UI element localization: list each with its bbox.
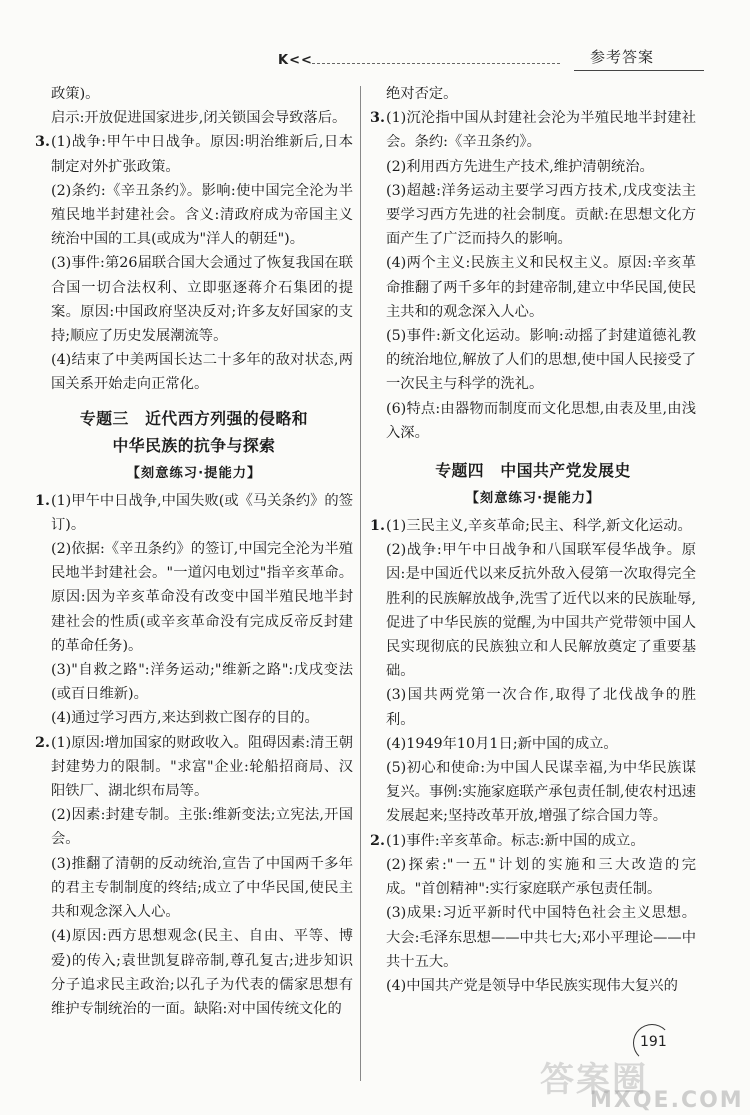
- answer-text: (2)依据:《辛丑条约》的签订,中国完全沦为半殖民地半封建社会。"一道闪电划过"指辛亥革命。原因:因为辛亥革命没有改变中国半殖民地半封建社会的性质(或辛亥革命没有完成反帝反封建的革命任务)。: [51, 541, 353, 654]
- header-arrows: K<<: [278, 53, 313, 68]
- question-number: 1.: [35, 492, 50, 509]
- section3-title: [35, 405, 353, 459]
- answer-text: (3)超越:洋务运动主要学习西方技术,戊戌变法主要学习西方先进的社会制度。贡献:在思想文化方面产生了广泛而持久的影响。: [386, 182, 696, 248]
- answer-item: [370, 251, 696, 324]
- answer-item: [35, 731, 353, 804]
- answer-text: (1)事件:辛亥革命。标志:新中国的成立。: [386, 832, 645, 849]
- answer-text: (1)原因:增加国家的财政收入。阻碍因素:清王朝封建势力的限制。"求富"企业:轮船招商局、汉阳铁厂、湖北织布局等。: [51, 734, 353, 800]
- answer-item: [370, 514, 696, 538]
- watermark-sub: MXQE.COM: [590, 1088, 744, 1113]
- column-divider: [360, 86, 361, 1081]
- answer-text: (1)三民主义,辛亥革命;民主、科学,新文化运动。: [386, 518, 692, 535]
- answer-text: (4)结束了中美两国长达二十多年的敌对状态,两国关系开始走向正常化。: [51, 352, 353, 393]
- answer-text: (4)中国共产党是领导中华民族实现伟大复兴的: [386, 977, 678, 994]
- right-column: [370, 82, 696, 998]
- answer-text: (2)条约:《辛丑条约》。影响:使中国完全沦为半殖民地半封建社会。含义:清政府成为帝国主义统治中国的工具(或成为"洋人的朝廷")。: [51, 182, 353, 248]
- section3-title-line1: 专题三 近代西方列强的侵略和: [79, 408, 309, 428]
- answer-text: (1)战争:甲午中日战争。原因:明治维新后,日本制定对外扩张政策。: [51, 134, 353, 175]
- watermark-logo: [540, 1052, 746, 1112]
- answer-text: (3)"自救之路":洋务运动;"维新之路":戊戌变法(或百日维新)。: [51, 662, 353, 703]
- question-number: 3.: [35, 134, 50, 151]
- answer-text: (1)沉沦指中国从封建社会沦为半殖民地半封建社会。条约:《辛丑条约》。: [386, 110, 696, 151]
- answer-item: [370, 179, 696, 252]
- answer-text: (4)两个主义:民族主义和民权主义。原因:辛亥革命推翻了两千多年的封建帝制,建立中华民国,使民主共和的观念深入人心。: [386, 255, 696, 320]
- answer-item: [35, 82, 353, 106]
- answer-text: (3)成果:习近平新时代中国特色社会主义思想。大会:毛泽东思想——中共七大;邓小平理论——中共十五大。: [386, 905, 696, 970]
- left-column: [35, 82, 353, 1021]
- answer-item: [370, 853, 696, 901]
- answer-item: [35, 658, 353, 706]
- answer-item: [370, 155, 696, 179]
- answer-text: (1)甲午中日战争,中国失败(或《马关条约》的签订)。: [51, 492, 354, 533]
- answer-text: (4)通过学习西方,来达到救亡图存的目的。: [51, 710, 319, 727]
- answer-text: (3)事件:第26届联合国大会通过了恢复我国在联合国一切合法权利、立即驱逐蒋介石集团的提案。原因:中国政府坚决反对;许多友好国家的支持;顺应了历史发展潮流等。: [51, 255, 353, 345]
- answer-item: [35, 489, 353, 537]
- header-dashed-line: [312, 63, 560, 64]
- answer-item: [370, 974, 696, 998]
- answer-text: (2)利用西方先进生产技术,维护清朝统治。: [386, 158, 654, 175]
- answer-text: (2)因素:封建专制。主张:维新变法;立宪法,开国会。: [51, 807, 353, 848]
- answer-text: 政策)。: [51, 86, 100, 102]
- answer-item: [35, 130, 353, 178]
- answer-item: [370, 683, 696, 731]
- section3-title-line2: 中华民族的抗争与探索: [112, 435, 276, 455]
- answer-item: [370, 538, 696, 683]
- answer-item: [35, 803, 353, 851]
- section4-badge: 【刻意练习·提能力】: [465, 491, 601, 507]
- answer-text: (2)战争:甲午中日战争和八国联军侵华战争。原因:是中国近代以来反抗外敌入侵第一次取得完全胜利的民族解放战争,洗雪了近代以来的民族耻辱,促进了中华民族的觉醒,为中国共产党带领中国人民实现彻底的民族独立和人民解放奠定了重要基础。: [386, 542, 696, 680]
- answer-item: [370, 732, 696, 756]
- answer-item: [370, 901, 696, 974]
- answer-item: [35, 924, 353, 1021]
- answer-text: (6)特点:由器物而制度而文化思想,由表及里,由浅入深。: [386, 400, 696, 441]
- answer-item: [35, 251, 353, 348]
- answer-item: [35, 106, 353, 130]
- answer-item: [35, 179, 353, 252]
- answer-text: (5)事件:新文化运动。影响:动摇了封建道德礼教的统治地位,解放了人们的思想,使中国人民接受了一次民主与科学的洗礼。: [386, 328, 696, 393]
- question-number: 1.: [370, 518, 385, 535]
- header-title: 参考答案: [590, 48, 655, 66]
- watermark-main: 答案圈: [540, 1060, 648, 1100]
- answer-item: [35, 537, 353, 658]
- answer-text: 启示:开放促进国家进步,闭关锁国会导致落后。: [51, 110, 347, 127]
- header-rule: [574, 70, 704, 71]
- answer-item: [370, 106, 696, 154]
- answer-item: [370, 82, 696, 106]
- answer-item: [370, 829, 696, 853]
- answer-text: 绝对否定。: [386, 86, 458, 102]
- answer-text: (4)1949年10月1日;新中国的成立。: [386, 735, 618, 752]
- question-number: 2.: [35, 734, 50, 751]
- answer-item: [35, 852, 353, 925]
- page-number: 191: [640, 1034, 667, 1050]
- answer-item: [370, 756, 696, 829]
- answer-text: (2)探索:"一五"计划的实施和三大改造的完成。"首创精神":实行家庭联产承包责任制。: [386, 856, 696, 898]
- section3-badge: 【刻意练习·提能力】: [126, 465, 262, 481]
- answer-text: (4)原因:西方思想观念(民主、自由、平等、博爱)的传入;袁世凯复辟帝制,尊孔复古;进步知识分子追求民主政治;以孔子为代表的儒家思想有维护专制统治的一面。缺陷:对中国传统文化的: [51, 928, 353, 1017]
- answer-text: (3)推翻了清朝的反动统治,宣告了中国两千多年的君主专制制度的终结;成立了中华民国,使民主共和观念深入人心。: [51, 855, 353, 921]
- question-number: 2.: [370, 832, 385, 849]
- section4-title: 专题四 中国共产党发展史: [435, 461, 631, 481]
- answer-item: [370, 324, 696, 397]
- section4-answers: [370, 514, 696, 998]
- left-top-answers: [35, 82, 353, 397]
- answer-item: [35, 348, 353, 396]
- answer-text: (5)初心和使命:为中国人民谋幸福,为中华民族谋复兴。事例:实施家庭联产承包责任制,使农村迅速发展起来;坚持改革开放,增强了综合国力等。: [386, 760, 696, 825]
- answer-text: (3)国共两党第一次合作,取得了北伐战争的胜利。: [386, 687, 696, 728]
- right-top-answers: [370, 82, 696, 445]
- answer-item: [370, 397, 696, 445]
- answer-item: [35, 706, 353, 730]
- section3-answers: [35, 489, 353, 1021]
- question-number: 3.: [370, 110, 385, 127]
